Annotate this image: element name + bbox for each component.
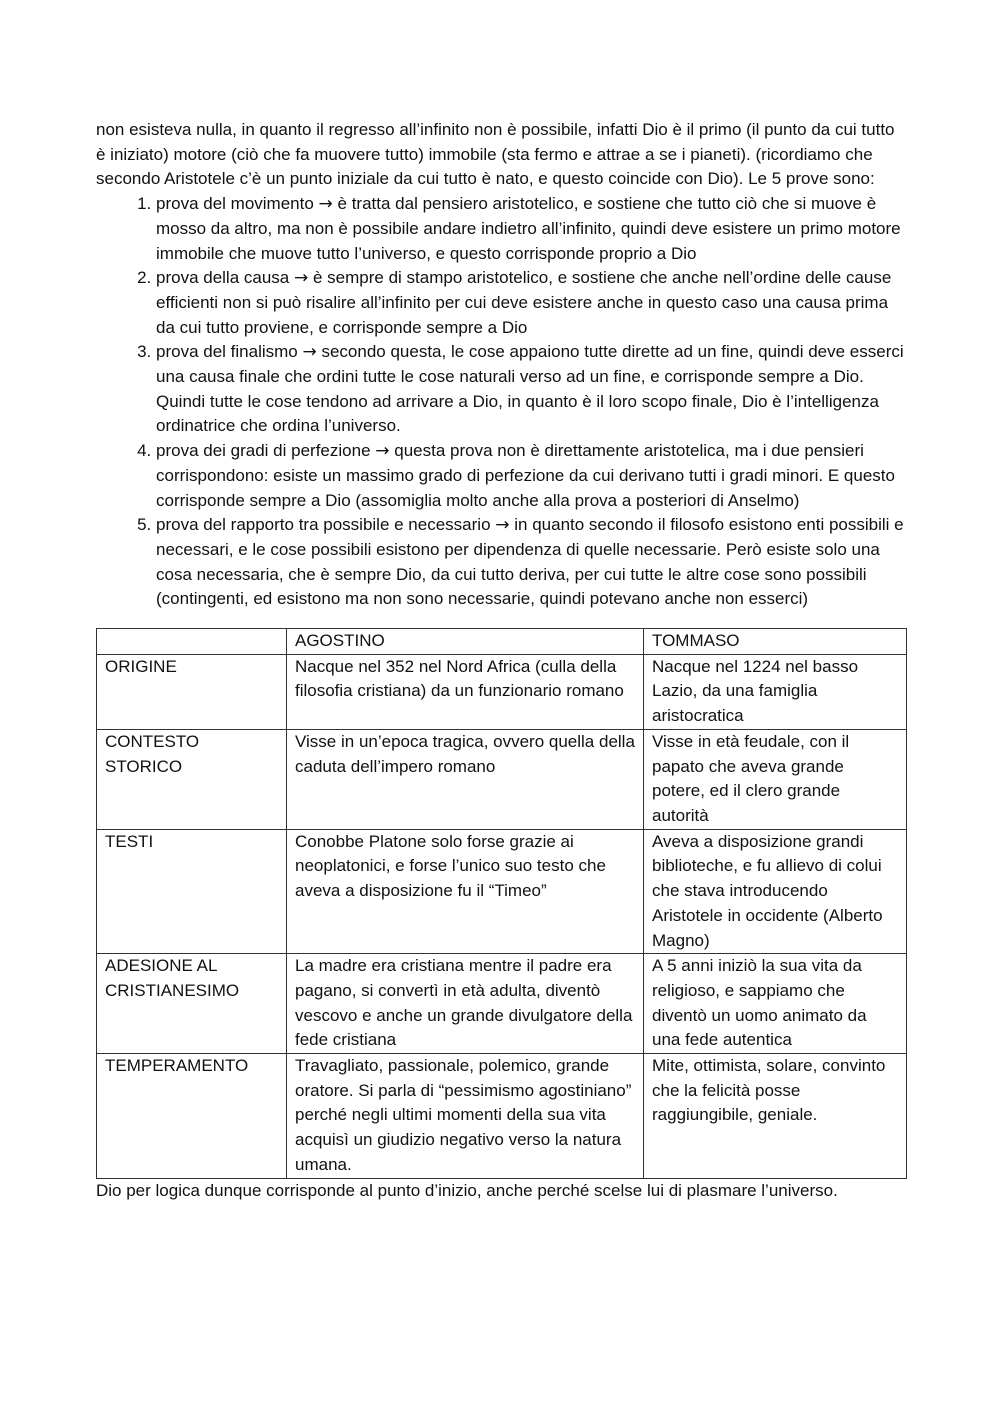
proof-text: è sempre di stampo aristotelico, e sostiene che anche nell’ordine delle cause efficienti non si può risalire all’infinito per cui deve esistere anche in questo caso una causa prima da cui tutto proviene, e corrisponde sempre a Dio xyxy=(156,268,892,337)
proof-text: secondo questa, le cose appaiono tutte dirette ad un fine, quindi deve esserci una causa finale che ordini tutte le cose naturali verso ad un fine, e corrisponde sempre a Dio. Quindi tutte le cose tendono ad arrivare a Dio, in quanto è il loro scopo finale, Dio è l’intelligenza ordinatrice che ordina l’universo. xyxy=(156,342,904,436)
tommaso-cell: A 5 anni iniziò la sua vita da religioso, e sappiamo che diventò un uomo animato da una fede autentica xyxy=(644,954,907,1054)
tommaso-cell: Nacque nel 1224 nel basso Lazio, da una famiglia aristocratica xyxy=(644,654,907,729)
agostino-cell: Travagliato, passionale, polemico, grande oratore. Si parla di “pessimismo agostiniano” perché negli ultimi momenti della sua vita acquisì un giudizio negativo verso la natura umana. xyxy=(287,1054,644,1179)
header-cell-agostino: AGOSTINO xyxy=(287,629,644,655)
closing-paragraph: Dio per logica dunque corrisponde al punto d’inizio, anche perché scelse lui di plasmare l’universo. xyxy=(96,1180,838,1200)
header-cell-tommaso: TOMMASO xyxy=(644,629,907,655)
row-label: ORIGINE xyxy=(97,654,287,729)
row-label: CONTESTO STORICO xyxy=(97,729,287,829)
proof-item xyxy=(156,266,906,340)
arrow-icon: → xyxy=(495,515,510,536)
agostino-cell: Conobbe Platone solo forse grazie ai neoplatonici, e forse l’unico suo testo che aveva a disposizione fu il “Timeo” xyxy=(287,829,644,954)
proof-title: prova del finalismo xyxy=(156,342,298,362)
proof-item xyxy=(156,513,906,612)
agostino-cell: Nacque nel 352 nel Nord Africa (culla della filosofia cristiana) da un funzionario romano xyxy=(287,654,644,729)
agostino-cell: La madre era cristiana mentre il padre era pagano, si convertì in età adulta, diventò vescovo e anche un grande divulgatore della fede cristiana xyxy=(287,954,644,1054)
tommaso-cell: Visse in età feudale, con il papato che aveva grande potere, ed il clero grande autorità xyxy=(644,729,907,829)
proof-item xyxy=(156,340,906,439)
header-cell xyxy=(97,629,287,655)
arrow-icon: → xyxy=(302,342,317,363)
document-page xyxy=(96,118,906,1203)
table-row xyxy=(97,654,907,729)
arrow-icon: → xyxy=(294,268,309,289)
proof-item xyxy=(156,439,906,513)
table-row xyxy=(97,829,907,954)
proof-title: prova dei gradi di perfezione xyxy=(156,441,371,461)
proof-text: questa prova non è direttamente aristotelica, ma i due pensieri corrispondono: esiste un massimo grado di perfezione da cui derivano tutti i gradi minori. E questo corrisponde sempre a Dio (assomiglia molto anche alla prova a posteriori di Anselmo) xyxy=(156,441,895,510)
comparison-table xyxy=(96,628,907,1178)
proof-text: è tratta dal pensiero aristotelico, e sostiene che tutto ciò che si muove è mosso da altro, ma non è possibile andare indietro all’infinito, quindi deve esistere un primo motore immobile che muove tutto l’universo, e questo corrisponde proprio a Dio xyxy=(156,194,901,263)
tommaso-cell: Mite, ottimista, solare, convinto che la felicità posse raggiungibile, geniale. xyxy=(644,1054,907,1179)
agostino-cell: Visse in un’epoca tragica, ovvero quella della caduta dell’impero romano xyxy=(287,729,644,829)
proofs-list xyxy=(96,192,906,612)
table-row xyxy=(97,729,907,829)
table-row xyxy=(97,954,907,1054)
row-label: TESTI xyxy=(97,829,287,954)
table-header-row xyxy=(97,629,907,655)
arrow-icon: → xyxy=(318,194,333,215)
proof-item xyxy=(156,192,906,266)
row-label: TEMPERAMENTO xyxy=(97,1054,287,1179)
row-label: ADESIONE AL CRISTIANESIMO xyxy=(97,954,287,1054)
table-row xyxy=(97,1054,907,1179)
proof-title: prova della causa xyxy=(156,268,290,288)
arrow-icon: → xyxy=(375,441,390,462)
proof-title: prova del movimento xyxy=(156,194,314,214)
proof-title: prova del rapporto tra possibile e necessario xyxy=(156,515,491,535)
tommaso-cell: Aveva a disposizione grandi biblioteche, e fu allievo di colui che stava introducendo Aristotele in occidente (Alberto Magno) xyxy=(644,829,907,954)
intro-paragraph: non esisteva nulla, in quanto il regresso all’infinito non è possibile, infatti Dio è il primo (il punto da cui tutto è iniziato) motore (ciò che fa muovere tutto) immobile (sta fermo e attrae a se i pianeti). (ricordiamo che secondo Aristotele c’è un punto iniziale da cui tutto è nato, e questo coincide con Dio). Le 5 prove sono: xyxy=(96,120,895,189)
proof-text: in quanto secondo il filosofo esistono enti possibili e necessari, e le cose possibili esistono per dipendenza di quelle necessarie. Però esiste solo una cosa necessaria, che è sempre Dio, da cui tutto deriva, per cui tutte le altre cose sono possibili (contingenti, ed esistono ma non sono necessarie, quindi potevano anche non esserci) xyxy=(156,515,904,609)
